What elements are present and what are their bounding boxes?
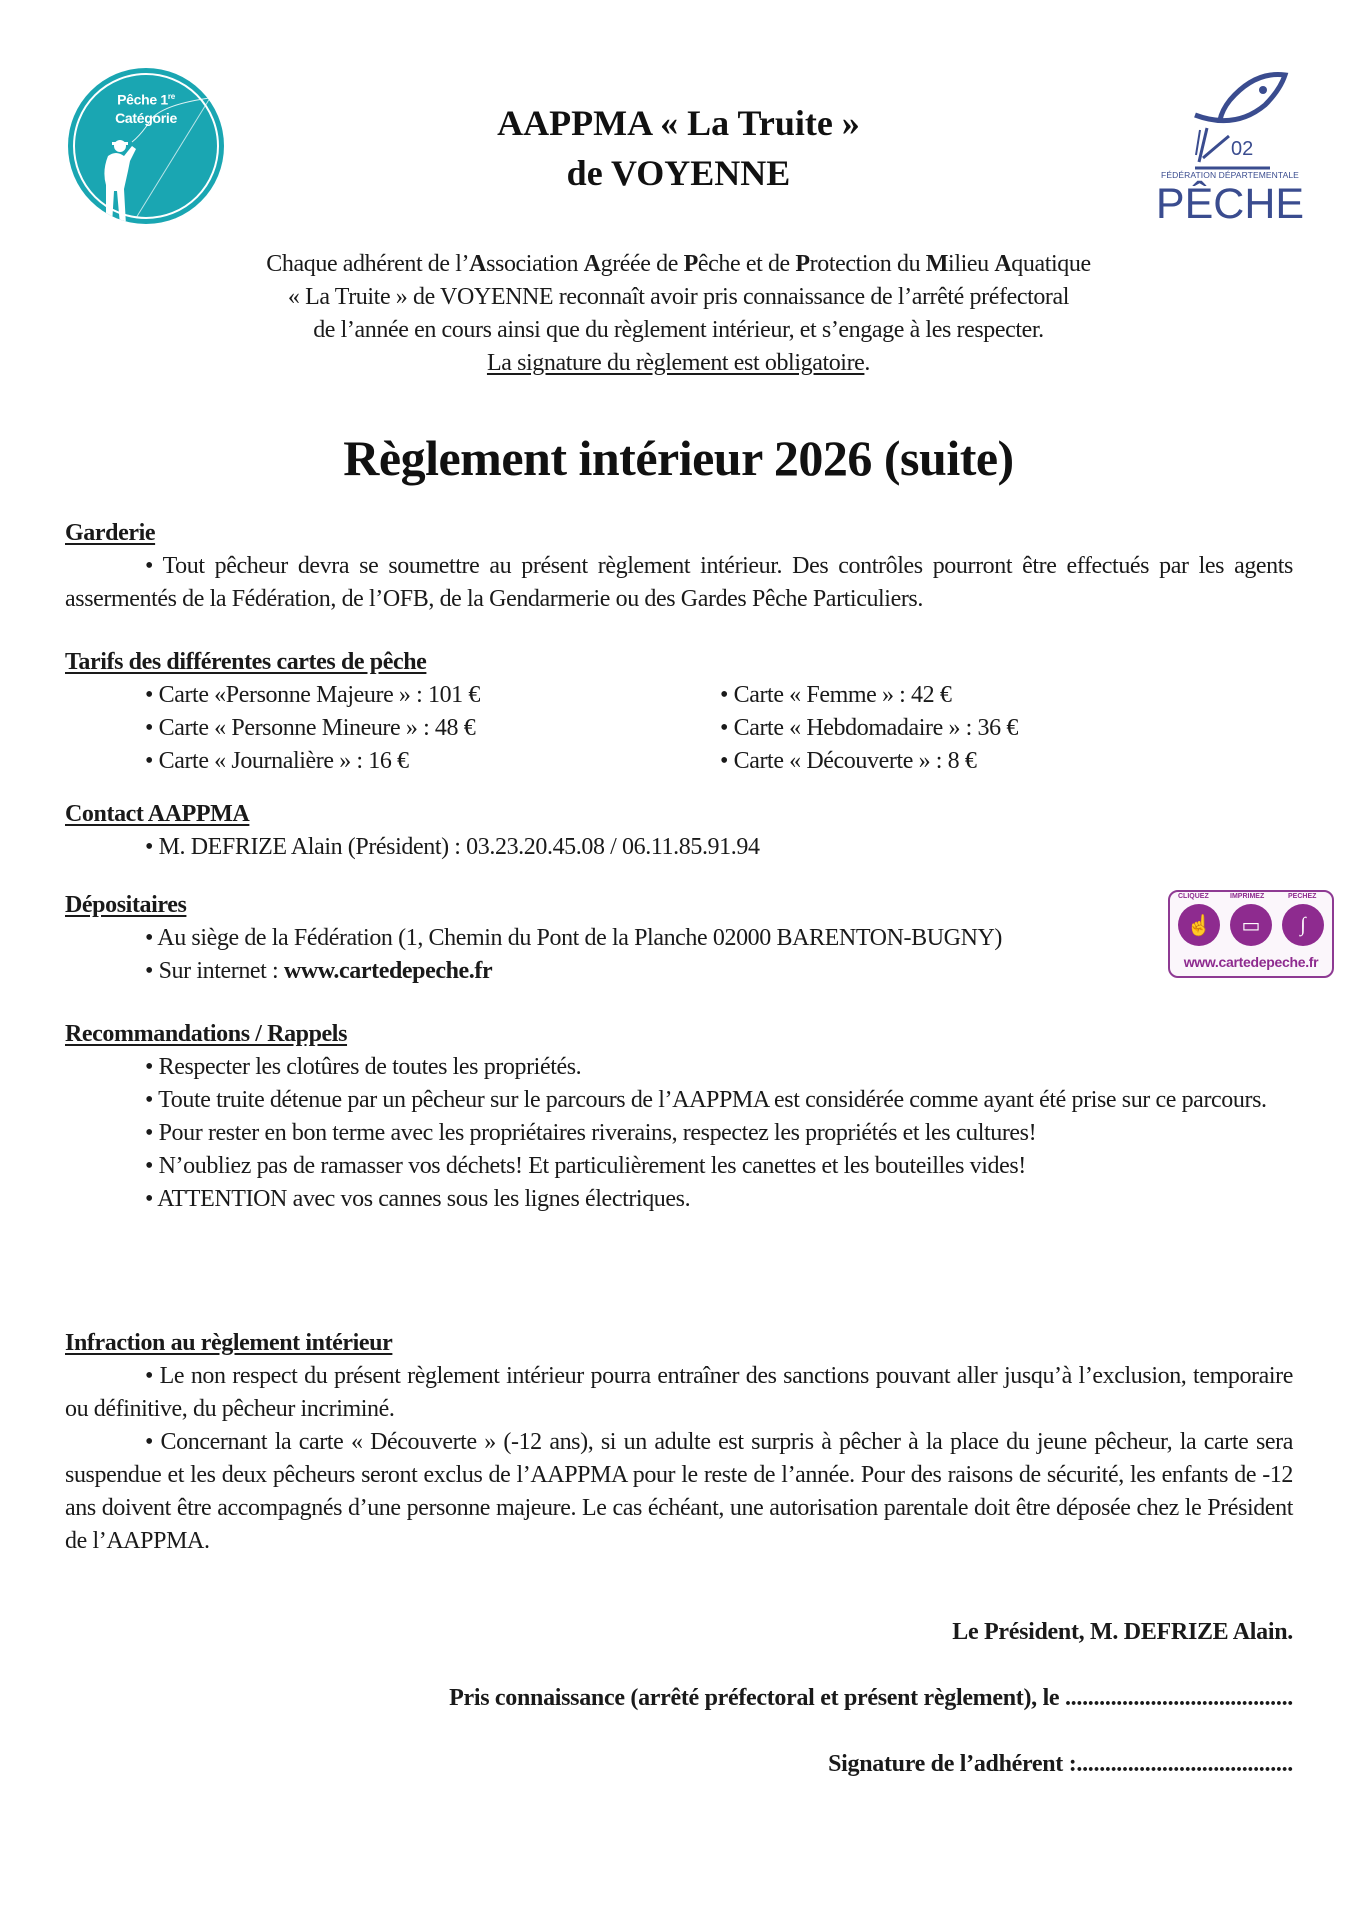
section-heading: Dépositaires <box>65 892 187 918</box>
intro-part: êche et de <box>697 251 796 277</box>
section-tarifs <box>65 646 1293 778</box>
intro-part: ilieu <box>948 251 995 277</box>
intro-initial: P <box>795 251 810 277</box>
logo-line2: Catégorie <box>115 109 177 126</box>
signature-mandatory-notice: La signature du règlement est obligatoire <box>486 350 865 376</box>
intro-line3: de l’année en cours ainsi que du règlement intérieur, et s’engage à les respecter. <box>313 317 1044 343</box>
intro-part: Chaque adhérent de l’ <box>266 251 470 277</box>
tarif-item: • Carte «Personne Majeure » : 101 € <box>145 682 480 708</box>
page-title: Règlement intérieur 2026 (suite) <box>343 430 1014 486</box>
depositaire-item <box>65 955 1293 988</box>
org-title-line1: AAPPMA « La Truite » <box>497 103 860 143</box>
tarif-item: • Carte « Hebdomadaire » : 36 € <box>720 715 1018 741</box>
logo-sup: re <box>167 92 175 101</box>
intro-initial: P <box>683 251 698 277</box>
cartedepeche-link[interactable]: www.cartedepeche.fr <box>283 958 493 984</box>
badge-url: www.cartedepeche.fr <box>1183 954 1319 970</box>
acknowledgement-date-field[interactable]: Pris connaissance (arrêté préfectoral et présent règlement), le ........................................ <box>449 1685 1293 1711</box>
section-heading: Garderie <box>65 520 156 546</box>
member-signature-field[interactable]: Signature de l’adhérent :...................................... <box>828 1751 1293 1777</box>
tarif-item: • Carte « Journalière » : 16 € <box>145 748 409 774</box>
tarif-item: • Carte « Personne Mineure » : 48 € <box>145 715 476 741</box>
section-garderie <box>65 517 1293 616</box>
section-depositaires <box>65 889 1293 988</box>
badge-label-cliquez: CLIQUEZ <box>1178 893 1209 900</box>
section-heading: Infraction au règlement intérieur <box>65 1330 393 1356</box>
section-recommandations <box>65 1018 1293 1216</box>
section-contact <box>65 798 1293 864</box>
logo-line1: Pêche 1 <box>117 91 168 108</box>
federation-label: FÉDÉRATION DÉPARTEMENTALE <box>1161 170 1299 180</box>
internet-label: • Sur internet : <box>145 958 284 984</box>
peche-brand: PÊCHE <box>1155 180 1305 228</box>
intro-initial: A <box>469 251 487 277</box>
tarif-item: • Carte « Découverte » : 8 € <box>720 748 977 774</box>
peche-1re-categorie-logo <box>68 68 224 224</box>
recommendation-item: • Respecter les clotûres de toutes les propriétés. <box>145 1054 582 1080</box>
click-hand-icon: ☝ <box>1178 904 1220 946</box>
fisherman-icon <box>68 68 224 224</box>
federation-peche-02-logo <box>1155 60 1305 235</box>
org-title-line2: de VOYENNE <box>566 153 791 193</box>
section-infraction <box>65 1327 1293 1558</box>
recommendation-item: • Pour rester en bon terme avec les propriétaires riverains, respectez les propriétés et les cultures! <box>145 1120 1037 1146</box>
fish-hook-icon: ∫ <box>1282 904 1324 946</box>
tarifs-list <box>65 679 1293 778</box>
organization-title <box>300 98 1057 198</box>
intro-part: quatique <box>1011 251 1091 277</box>
recommendation-item: • ATTENTION avec vos cannes sous les lignes électriques. <box>145 1186 691 1212</box>
recommendation-item: • Toute truite détenue par un pêcheur sur le parcours de l’AAPPMA est considérée comme ayant été prise sur ce parcours. <box>145 1087 1267 1113</box>
intro-line4 <box>150 347 1207 380</box>
section-heading: Contact AAPPMA <box>65 801 250 827</box>
intro-line2: « La Truite » de VOYENNE reconnaît avoir pris connaissance de l’arrêté préfectoral <box>287 284 1070 310</box>
intro-line1 <box>150 248 1207 281</box>
tarif-item: • Carte « Femme » : 42 € <box>720 682 952 708</box>
badge-label-imprimez: IMPRIMEZ <box>1230 893 1265 900</box>
intro-initial: M <box>925 251 949 277</box>
cartedepeche-badge[interactable] <box>1168 890 1334 978</box>
intro-initial: A <box>583 251 601 277</box>
intro-part: gréée de <box>600 251 684 277</box>
intro-initial: A <box>994 251 1012 277</box>
recommendation-item: • N’oubliez pas de ramasser vos déchets! Et particulièrement les canettes et les bouteilles vides! <box>145 1153 1026 1179</box>
intro-line4-end: . <box>864 350 871 376</box>
fish-icon <box>1155 60 1305 170</box>
intro-part: ssociation <box>486 251 584 277</box>
badge-label-pechez: PECHEZ <box>1288 893 1317 900</box>
printer-icon: ▭ <box>1230 904 1272 946</box>
infraction-item: • Concernant la carte « Découverte » (-12 ans), si un adulte est surpris à pêcher à la place du jeune pêcheur, la carte sera suspendue et les deux pêcheurs seront exclus de l’AAPPMA pour le reste de l’année. Pour des raisons de sécurité, les enfants de -12 ans doivent être accompagnés d’une personne majeure. Le cas échéant, une autorisation parentale doit être déposée chez le Président de l’AAPPMA. <box>65 1429 1293 1554</box>
infraction-item: • Le non respect du présent règlement intérieur pourra entraîner des sanctions pouvant aller jusqu’à l’exclusion, temporaire ou définitive, du pêcheur incriminé. <box>65 1363 1293 1422</box>
section-heading: Recommandations / Rappels <box>65 1021 348 1047</box>
badge-icons <box>1178 904 1324 946</box>
section-heading: Tarifs des différentes cartes de pêche <box>65 649 427 675</box>
president-signature: Le Président, M. DEFRIZE Alain. <box>952 1619 1293 1645</box>
section-text: • Tout pêcheur devra se soumettre au présent règlement intérieur. Des contrôles pourront être effectués par les agents assermentés de la Fédération, de l’OFB, de la Gendarmerie ou des Gardes Pêche Particuliers. <box>65 553 1293 612</box>
contact-item: • M. DEFRIZE Alain (Président) : 03.23.20.45.08 / 06.11.85.91.94 <box>145 834 760 860</box>
logo-number: 02 <box>1231 138 1254 160</box>
intro-paragraph <box>150 248 1207 380</box>
depositaire-item: • Au siège de la Fédération (1, Chemin du Pont de la Planche 02000 BARENTON-BUGNY) <box>145 925 1003 951</box>
intro-part: rotection du <box>809 251 926 277</box>
